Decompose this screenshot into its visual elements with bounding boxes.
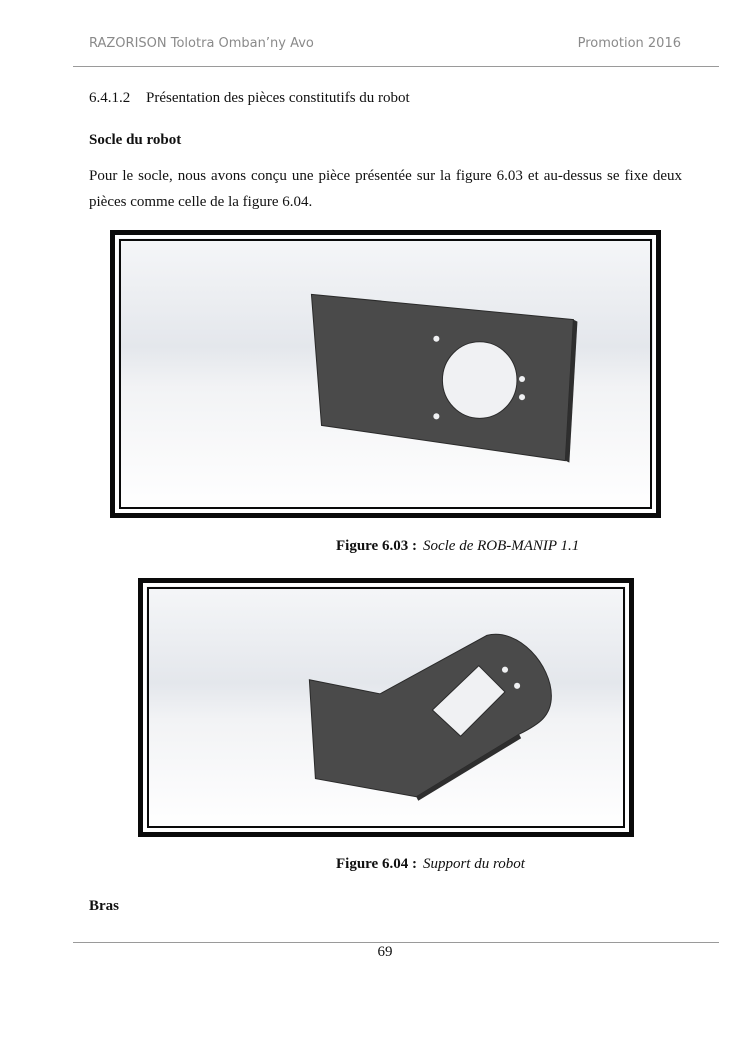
header-author: RAZORISON Tolotra Omban’ny Avo xyxy=(89,36,314,51)
section-number: 6.4.1.2 xyxy=(89,90,131,106)
support-screw-hole xyxy=(502,667,508,673)
page-number: 69 xyxy=(377,944,393,960)
socle-screw-hole xyxy=(433,336,439,342)
section-title: Présentation des pièces constitutifs du robot xyxy=(146,90,410,106)
figure-6-03-image xyxy=(115,235,656,513)
footer-rule xyxy=(73,942,719,943)
socle-screw-hole xyxy=(519,376,525,382)
bras-heading: Bras xyxy=(89,898,119,914)
socle-center-hole xyxy=(442,342,517,419)
figure-6-03-frame xyxy=(110,230,661,518)
socle-screw-hole xyxy=(433,413,439,419)
figure-6-04-image xyxy=(143,583,629,832)
socle-heading: Socle du robot xyxy=(89,132,182,148)
support-screw-hole xyxy=(514,683,520,689)
support-part-render xyxy=(146,586,626,829)
figure-6-04-text: Support du robot xyxy=(422,856,525,872)
socle-paragraph: Pour le socle, nous avons conçu une pièce présentée sur la figure 6.03 et au-dessus se fixe deux pièces comme celle de la figure 6.04. xyxy=(89,168,682,210)
header-promotion: Promotion 2016 xyxy=(577,36,681,51)
socle-part-render xyxy=(118,238,653,510)
section-heading xyxy=(89,90,410,107)
socle-screw-hole xyxy=(519,394,525,400)
figure-6-04-caption xyxy=(336,856,525,873)
header-rule xyxy=(73,66,719,67)
figure-6-04-frame xyxy=(138,578,634,837)
figure-6-03-caption xyxy=(336,538,579,555)
figure-6-03-label: Figure 6.03 : xyxy=(336,538,417,554)
support-plate xyxy=(309,634,551,796)
figure-6-03-text: Socle de ROB-MANIP 1.1 xyxy=(422,538,580,554)
figure-6-04-label: Figure 6.04 : xyxy=(336,856,417,872)
